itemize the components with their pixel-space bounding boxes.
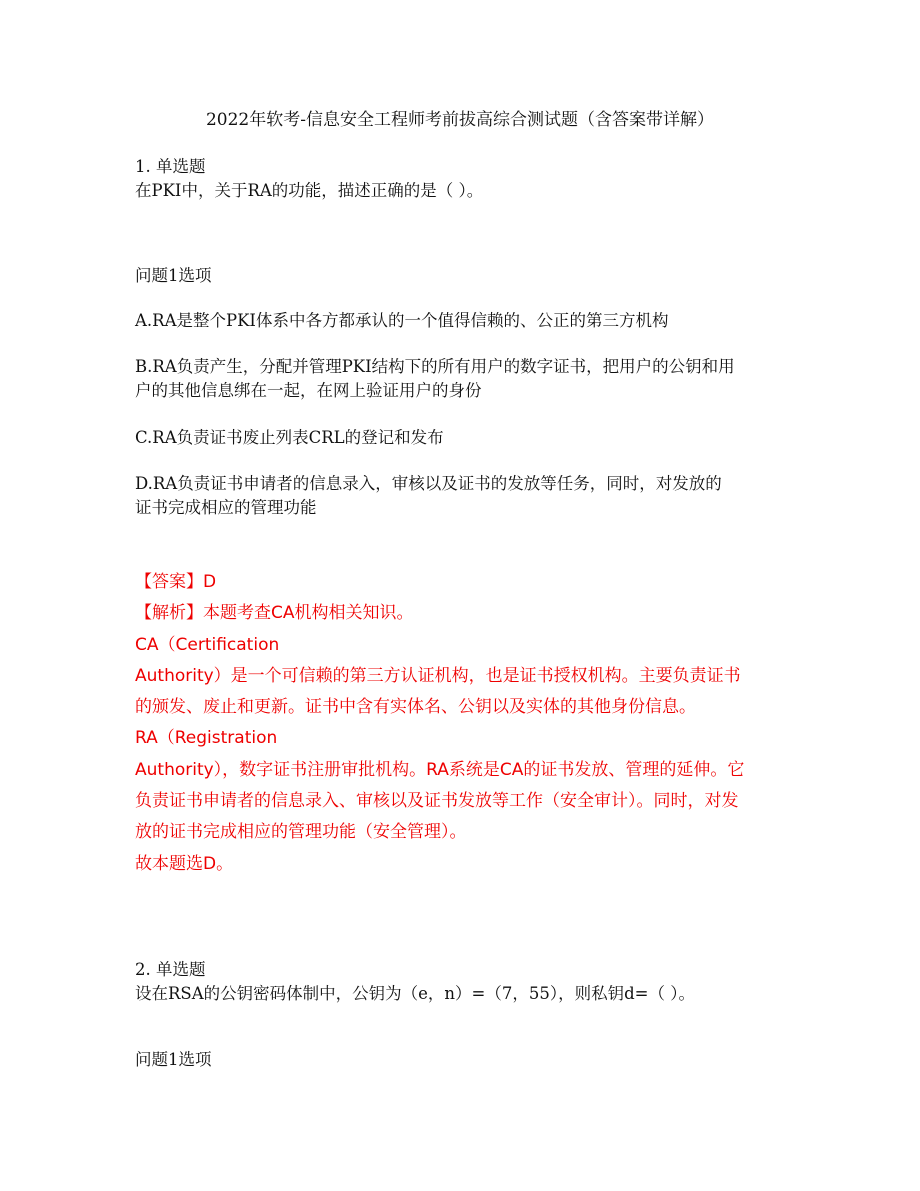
question-1-explanation: [135, 567, 795, 880]
document-title: 2022年软考-信息安全工程师考前拔高综合测试题（含答案带详解）: [205, 110, 714, 130]
question-1-stem: 在PKI中，关于RA的功能，描述正确的是（ ）。: [135, 181, 484, 200]
explanation-line: 放的证书完成相应的管理功能（安全管理）。: [135, 822, 467, 843]
conclusion-line: 故本题选D。: [135, 853, 234, 874]
question-1-option-b: [135, 355, 795, 403]
question-1-option-c: C.RA负责证书废止列表CRL的登记和发布: [135, 428, 444, 447]
question-1-header: [135, 155, 795, 203]
explanation-line: CA（Certification: [135, 634, 280, 655]
question-1-option-a: A.RA是整个PKI体系中各方都承认的一个值得信赖的、公正的第三方机构: [135, 311, 669, 330]
explanation-line: Authority），数字证书注册审批机构。RA系统是CA的证书发放、管理的延伸。它: [135, 759, 745, 780]
question-2-stem: 设在RSA的公钥密码体制中，公钥为（e，n）=（7，55），则私钥d=（ ）。: [135, 984, 695, 1003]
option-d-line-1: D.RA负责证书申请者的信息录入，审核以及证书的发放等任务，同时，对发放的: [135, 474, 722, 493]
explanation-line: Authority）是一个可信赖的第三方认证机构，也是证书授权机构。主要负责证书: [135, 665, 741, 686]
question-1-option-d: [135, 472, 795, 520]
option-b-line-2: 户的其他信息绑在一起，在网上验证用户的身份: [135, 381, 482, 400]
explanation-line: 负责证书申请者的信息录入、审核以及证书发放等工作（安全审计）。同时，对发: [135, 791, 739, 812]
explanation-line: 的颁发、废止和更新。证书中含有实体名、公钥以及实体的其他身份信息。: [135, 697, 696, 718]
question-1-options-heading: 问题1选项: [135, 266, 212, 285]
question-2-header: [135, 958, 795, 1006]
question-2-options-heading: 问题1选项: [135, 1050, 212, 1069]
option-d-line-2: 证书完成相应的管理功能: [135, 498, 317, 517]
option-b-line-1: B.RA负责产生，分配并管理PKI结构下的所有用户的数字证书，把用户的公钥和用: [135, 357, 735, 376]
analysis-line: 【解析】本题考查CA机构相关知识。: [135, 603, 414, 624]
explanation-line: RA（Registration: [135, 728, 278, 749]
question-2-type: 2. 单选题: [135, 960, 206, 979]
question-1-type: 1. 单选题: [135, 157, 206, 176]
answer-line: 【答案】D: [135, 572, 217, 592]
